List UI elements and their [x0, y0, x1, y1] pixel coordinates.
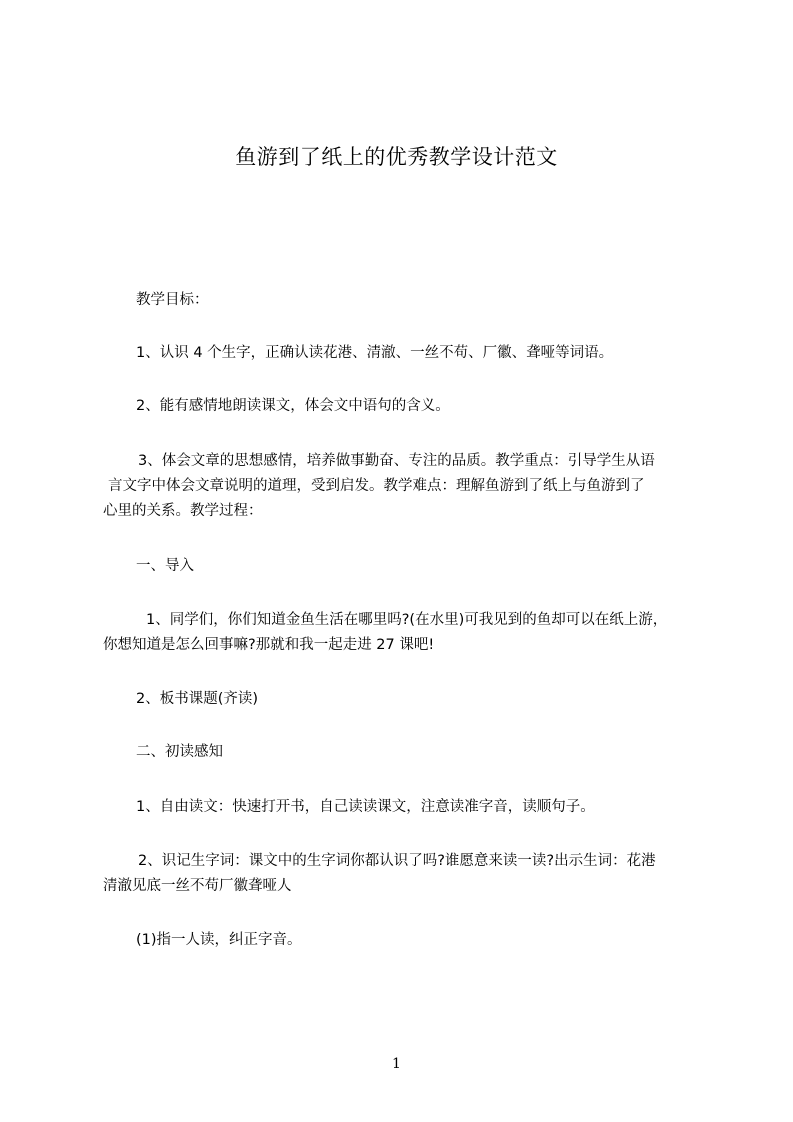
- text-line: 一、导入: [136, 558, 194, 574]
- text-line: 2、识记生字词：课文中的生字词你都认识了吗?谁愿意来读一读?出示生词：花港: [138, 853, 656, 869]
- text-line: 教学目标：: [136, 292, 209, 308]
- paragraph-reading-2-1: [136, 928, 746, 953]
- paragraph-reading-1: [136, 795, 746, 820]
- text-line: 2、板书课题(齐读): [136, 691, 259, 707]
- paragraph-section-2: [136, 740, 746, 765]
- text-line: 言文字中体会文章说明的道理，受到启发。教学难点：理解鱼游到了纸上与鱼游到了: [108, 478, 645, 494]
- paragraph-objective-2: [136, 394, 746, 419]
- text-line: 心里的关系。教学过程：: [103, 503, 263, 519]
- paragraph-objective-3: [103, 449, 713, 524]
- paragraph-objective-1: [136, 341, 746, 366]
- document-title: 鱼游到了纸上的优秀教学设计范文: [235, 145, 558, 169]
- text-line: 1、自由读文：快速打开书，自己读读课文，注意读准字音，读顺句子。: [136, 799, 595, 815]
- text-line: 1、认识 4 个生字，正确认读花港、清澈、一丝不苟、厂徽、聋哑等词语。: [136, 345, 614, 361]
- text-line: 1、同学们，你们知道金鱼生活在哪里吗?(在水里)可我见到的鱼却可以在纸上游，: [146, 612, 668, 628]
- paragraph-objectives-heading: [136, 288, 746, 313]
- text-line: 清澈见底一丝不苟厂徽聋哑人: [103, 878, 292, 894]
- text-line: 3、体会文章的思想感情，培养做事勤奋、专注的品质。教学重点：引导学生从语: [138, 453, 655, 469]
- paragraph-intro-2: [136, 687, 746, 712]
- paragraph-section-1: [136, 554, 746, 579]
- text-line: 2、能有感情地朗读课文，体会文中语句的含义。: [136, 398, 450, 414]
- text-line: (1)指一人读，纠正字音。: [136, 932, 302, 948]
- text-line: 二、初读感知: [136, 744, 223, 760]
- paragraph-intro-1: [103, 608, 713, 658]
- text-line: 你想知道是怎么回事嘛?那就和我一起走进 27 课吧!: [103, 637, 435, 653]
- paragraph-reading-2: [103, 849, 713, 899]
- page-number: 1: [392, 1056, 401, 1072]
